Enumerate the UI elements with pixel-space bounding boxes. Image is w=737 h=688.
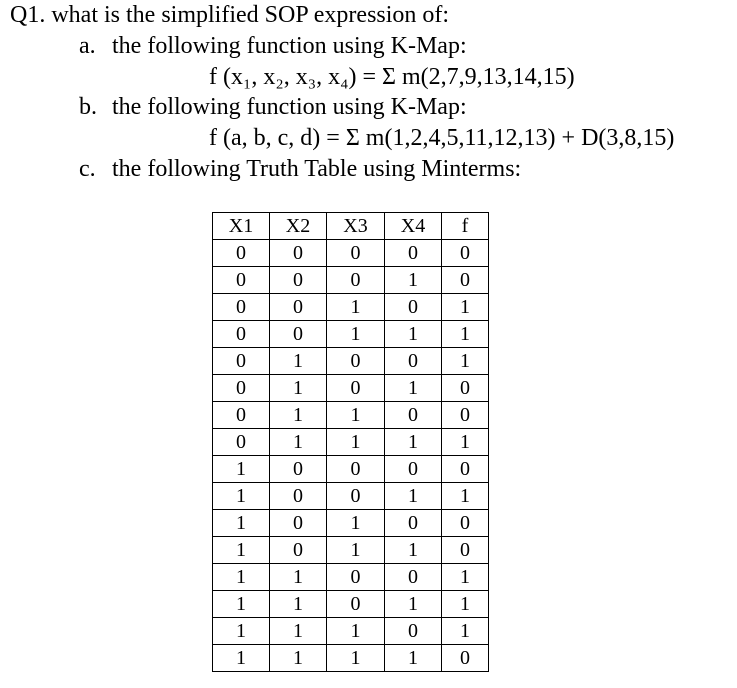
cell-x1: 1 [213, 618, 270, 645]
cell-x1: 1 [213, 537, 270, 564]
cell-x3: 1 [327, 402, 385, 429]
cell-x4: 0 [385, 564, 442, 591]
cell-f: 1 [442, 564, 489, 591]
table-row [213, 456, 489, 483]
cell-x3: 0 [327, 591, 385, 618]
cell-x2: 1 [270, 429, 327, 456]
question-title: Q1. what is the simplified SOP expression of: [10, 2, 450, 28]
cell-x1: 0 [213, 267, 270, 294]
cell-f: 0 [442, 510, 489, 537]
header-x3: X3 [327, 213, 385, 240]
cell-x3: 0 [327, 348, 385, 375]
cell-f: 0 [442, 402, 489, 429]
cell-x2: 0 [270, 456, 327, 483]
cell-x2: 0 [270, 267, 327, 294]
table-row [213, 537, 489, 564]
cell-x2: 1 [270, 402, 327, 429]
cell-x1: 0 [213, 402, 270, 429]
cell-f: 1 [442, 321, 489, 348]
cell-x3: 1 [327, 429, 385, 456]
cell-x3: 0 [327, 240, 385, 267]
table-row [213, 564, 489, 591]
item-a-marker: a. [79, 33, 96, 59]
cell-x2: 0 [270, 483, 327, 510]
cell-x4: 0 [385, 456, 442, 483]
cell-x2: 1 [270, 591, 327, 618]
cell-x1: 0 [213, 321, 270, 348]
cell-x2: 0 [270, 240, 327, 267]
item-b-text: the following function using K-Map: [112, 94, 467, 120]
cell-x1: 1 [213, 510, 270, 537]
cell-x3: 1 [327, 645, 385, 672]
cell-x1: 0 [213, 294, 270, 321]
header-x2: X2 [270, 213, 327, 240]
cell-x3: 0 [327, 267, 385, 294]
cell-f: 1 [442, 429, 489, 456]
table-row [213, 591, 489, 618]
cell-x3: 1 [327, 618, 385, 645]
cell-x3: 1 [327, 321, 385, 348]
table-header-row [213, 213, 489, 240]
cell-x1: 0 [213, 375, 270, 402]
cell-x2: 1 [270, 645, 327, 672]
cell-f: 1 [442, 348, 489, 375]
cell-x2: 1 [270, 375, 327, 402]
table-row [213, 240, 489, 267]
cell-x4: 1 [385, 375, 442, 402]
cell-x1: 1 [213, 564, 270, 591]
cell-x1: 0 [213, 240, 270, 267]
cell-x3: 1 [327, 294, 385, 321]
cell-x1: 0 [213, 429, 270, 456]
cell-x4: 1 [385, 267, 442, 294]
item-a [79, 32, 467, 60]
table-row [213, 618, 489, 645]
cell-f: 0 [442, 240, 489, 267]
cell-x3: 0 [327, 564, 385, 591]
cell-x4: 0 [385, 294, 442, 321]
cell-x1: 1 [213, 591, 270, 618]
cell-x3: 0 [327, 483, 385, 510]
cell-x3: 1 [327, 510, 385, 537]
cell-f: 1 [442, 483, 489, 510]
table-row [213, 321, 489, 348]
item-b-marker: b. [79, 94, 97, 120]
truth-table [212, 212, 489, 672]
cell-x4: 1 [385, 321, 442, 348]
item-a-expression: f (x₁, x₂, x₃, x₄) = Σ m(2,7,9,13,14,15) [209, 64, 575, 90]
table-row [213, 510, 489, 537]
cell-f: 1 [442, 591, 489, 618]
cell-x4: 1 [385, 429, 442, 456]
item-b-expression: f (a, b, c, d) = Σ m(1,2,4,5,11,12,13) + D(3,8,15) [209, 125, 675, 151]
table-row [213, 267, 489, 294]
cell-x2: 1 [270, 564, 327, 591]
item-a-text: the following function using K-Map: [112, 33, 467, 59]
item-c [79, 155, 521, 183]
cell-x3: 1 [327, 537, 385, 564]
table-row [213, 294, 489, 321]
cell-f: 0 [442, 537, 489, 564]
cell-x4: 0 [385, 618, 442, 645]
cell-x3: 0 [327, 375, 385, 402]
cell-x4: 1 [385, 537, 442, 564]
cell-x4: 0 [385, 402, 442, 429]
item-c-text: the following Truth Table using Minterms: [112, 156, 522, 182]
cell-f: 1 [442, 294, 489, 321]
header-f: f [442, 213, 489, 240]
table-row [213, 402, 489, 429]
table-row [213, 348, 489, 375]
cell-f: 0 [442, 267, 489, 294]
cell-x2: 1 [270, 348, 327, 375]
cell-x2: 0 [270, 510, 327, 537]
header-x1: X1 [213, 213, 270, 240]
cell-x2: 1 [270, 618, 327, 645]
cell-x4: 1 [385, 483, 442, 510]
cell-f: 0 [442, 456, 489, 483]
cell-x4: 0 [385, 510, 442, 537]
cell-x3: 0 [327, 456, 385, 483]
table-row [213, 429, 489, 456]
header-x4: X4 [385, 213, 442, 240]
table-row [213, 483, 489, 510]
cell-x2: 0 [270, 537, 327, 564]
cell-x4: 1 [385, 645, 442, 672]
cell-f: 0 [442, 375, 489, 402]
cell-x2: 0 [270, 294, 327, 321]
item-b [79, 93, 467, 121]
cell-x4: 0 [385, 348, 442, 375]
table-row [213, 645, 489, 672]
cell-f: 1 [442, 618, 489, 645]
table-row [213, 375, 489, 402]
cell-f: 0 [442, 645, 489, 672]
cell-x4: 0 [385, 240, 442, 267]
cell-x1: 1 [213, 645, 270, 672]
truth-table-body [213, 240, 489, 672]
cell-x1: 1 [213, 483, 270, 510]
cell-x1: 0 [213, 348, 270, 375]
cell-x4: 1 [385, 591, 442, 618]
cell-x1: 1 [213, 456, 270, 483]
item-c-marker: c. [79, 156, 96, 182]
cell-x2: 0 [270, 321, 327, 348]
